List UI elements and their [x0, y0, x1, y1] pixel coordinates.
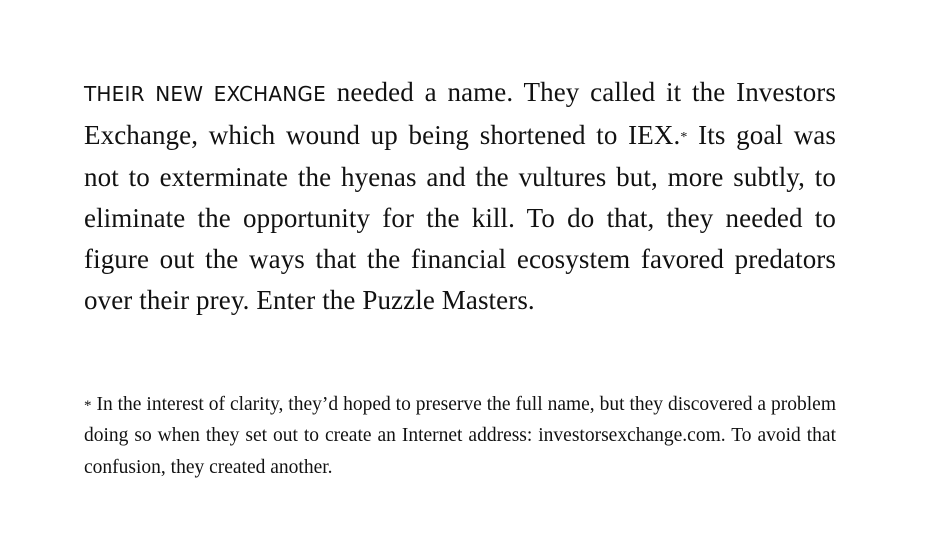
footnote: [84, 389, 836, 483]
lead-in-small-caps: THEIR NEW EXCHANGE: [84, 82, 326, 106]
paragraph-text-part-2: Its goal was not to exterminate the hyenas and the vultures but, more subtly, to eliminate the opportunity for the kill. To do that, they needed to figure out the ways that the financial ecosystem favored predators over their prey. Enter the Puzzle Masters.: [84, 120, 836, 316]
page-content: [84, 72, 836, 478]
footnote-marker[interactable]: *: [680, 130, 688, 146]
footnote-text: In the interest of clarity, they’d hoped to preserve the full name, but they discovered a problem doing so when they set out to create an Internet address: investorsexchange.com. To avoid that confusion, they created another.: [84, 394, 836, 478]
paragraph-text-part-1: needed a name. They called it the Investors Exchange, which wound up being shortened to IEX.: [84, 77, 836, 151]
main-paragraph: [84, 72, 836, 322]
footnote-star-icon: *: [84, 398, 92, 414]
